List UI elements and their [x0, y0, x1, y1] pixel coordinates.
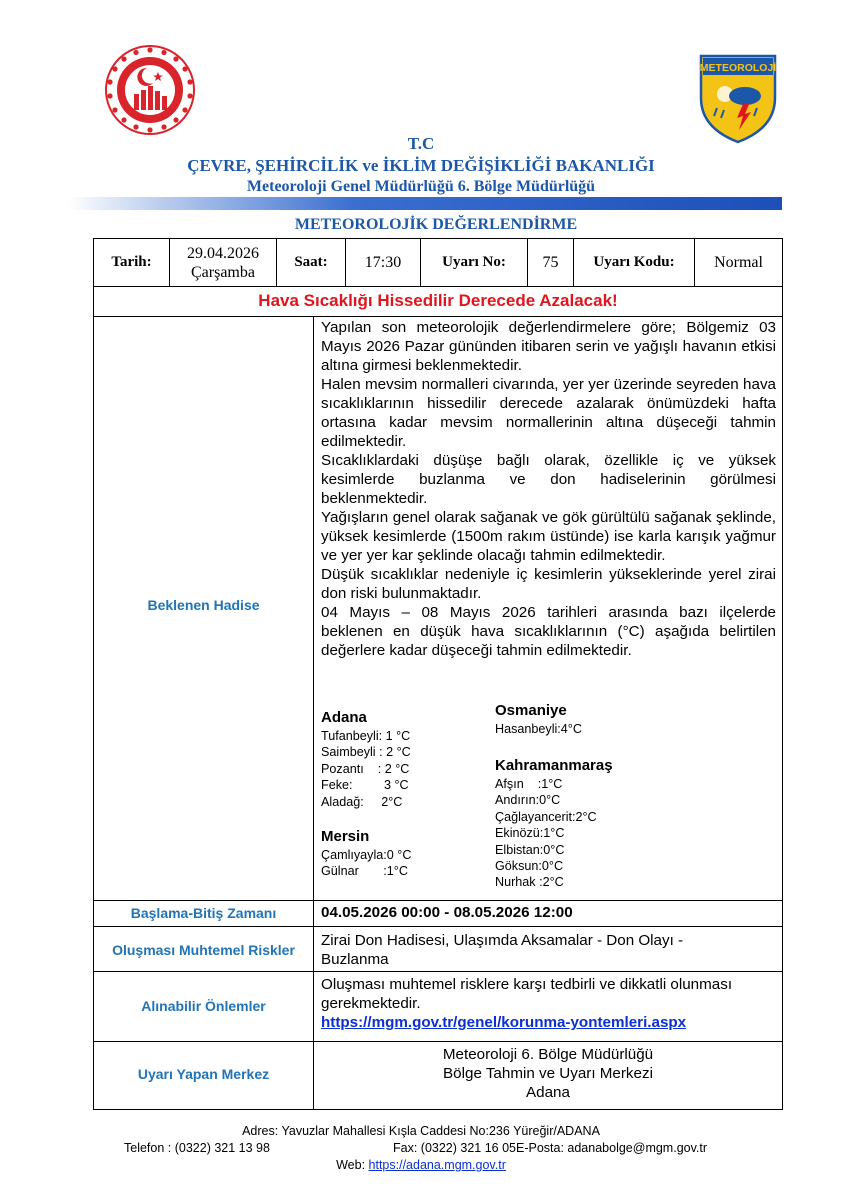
location-item: Saimbeyli : 2 °C: [321, 745, 411, 760]
location-item: Hasanbeyli:4°C: [495, 722, 582, 736]
footer-web-label: Web:: [336, 1158, 369, 1172]
start-end-label: Başlama-Bitiş Zamanı: [130, 905, 277, 921]
document-title: METEOROLOJİK DEĞERLENDİRME: [294, 216, 578, 233]
location-item: Nurhak :2°C: [495, 875, 564, 890]
province-mersin: [321, 828, 491, 880]
ministry-logo: [104, 44, 196, 136]
province-name: Adana: [321, 709, 367, 726]
date-value: 29.04.2026: [187, 244, 259, 262]
warning-center-label: Uyarı Yapan Merkez: [137, 1066, 270, 1082]
svg-text:METEOROLOJİ: METEOROLOJİ: [699, 62, 777, 74]
footer-fax-email: Fax: (0322) 321 16 05E-Posta: adanabolge@mgm.gov.tr: [393, 1141, 708, 1155]
location-item: Çamlıyayla:0 °C: [321, 848, 412, 862]
warning-details-table: [93, 286, 783, 1110]
province-name: Mersin: [321, 828, 370, 845]
center-line: Meteoroloji 6. Bölge Müdürlüğü: [442, 1046, 654, 1063]
risks-value: Zirai Don Hadisesi, Ulaşımda Aksamalar - Don Olayı - Buzlanma: [321, 932, 684, 968]
location-item: Elbistan:0°C: [495, 842, 565, 857]
date-cell: [170, 239, 277, 287]
location-item: Pozantı : 2 °C: [321, 761, 410, 776]
measures-value: Oluşması muhtemel risklere karşı tedbirli ve dikkatli olunması gerekmektedir.: [321, 976, 733, 1012]
location-item: Afşın :1°C: [495, 777, 563, 791]
row-divider: [94, 926, 782, 927]
footer-phone: Telefon : (0322) 321 13 98: [124, 1141, 270, 1155]
time-value: 17:30: [346, 239, 421, 287]
paragraph: 04 Mayıs – 08 Mayıs 2026 tarihleri arasında bazı ilçelerde beklenen en düşük hava sıcaklıklarının (°C) aşağıda belirtilen değerlere kadar düşeceği tahmin edilmektedir.: [321, 604, 776, 659]
start-end-value: 04.05.2026 00:00 - 08.05.2026 12:00: [321, 904, 573, 921]
measures-cell: [321, 975, 751, 1032]
date-label: Tarih:: [94, 239, 170, 287]
location-item: Feke: 3 °C: [321, 778, 409, 793]
expected-event-label: Beklenen Hadise: [147, 597, 260, 613]
meteoroloji-logo: [697, 52, 779, 144]
warning-no-value: 75: [528, 239, 574, 287]
warning-code-value: Normal: [695, 239, 783, 287]
province-name: Osmaniye: [495, 702, 567, 719]
location-item: Göksun:0°C: [495, 859, 564, 874]
column-divider: [313, 316, 314, 1109]
footer-web-link[interactable]: https://adana.mgm.gov.tr: [368, 1158, 506, 1172]
location-item: Tufanbeyli: 1 °C: [321, 729, 411, 743]
paragraph: Sıcaklıklardaki düşüşe bağlı olarak, özellikle iç ve yüksek kesimlerde buzlanma ve don hadiselerinin görülmesi beklenmektedir.: [321, 452, 776, 507]
warning-headline: Hava Sıcaklığı Hissedilir Derecede Azalacak!: [94, 286, 782, 317]
row-divider: [94, 900, 782, 901]
location-item: Aladağ: 2°C: [321, 794, 403, 809]
paragraph: Halen mevsim normalleri civarında, yer yer üzerinde seyreden hava sıcaklıklarının hissedilir derecede azalarak önümüzdeki hafta ortasına kadar mevsim normallerinin altına düşeceği tahmin edilmektedir.: [321, 376, 776, 450]
info-table: [93, 238, 783, 287]
warning-center-value: [313, 1045, 783, 1102]
warning-code-label: Uyarı Kodu:: [574, 239, 695, 287]
footer-address: Adres: Yavuzlar Mahallesi Kışla Caddesi No:236 Yüreğir/ADANA: [242, 1124, 600, 1138]
center-line: Adana: [526, 1084, 570, 1101]
measures-label: Alınabilir Önlemler: [141, 998, 266, 1014]
row-divider: [94, 971, 782, 972]
time-label: Saat:: [277, 239, 346, 287]
risks-label: Oluşması Muhtemel Riskler: [112, 942, 295, 958]
center-line: Bölge Tahmin ve Uyarı Merkezi: [443, 1065, 653, 1082]
header-ministry: ÇEVRE, ŞEHİRCİLİK ve İKLİM DEĞİŞİKLİĞİ BAKANLIĞI: [187, 156, 655, 175]
location-item: Gülnar :1°C: [321, 864, 408, 879]
province-name: Kahramanmaraş: [495, 757, 613, 774]
location-item: Andırın:0°C: [495, 793, 561, 808]
row-divider: [94, 1041, 782, 1042]
paragraph: Yağışların genel olarak sağanak ve gök gürültülü sağanak şeklinde, yüksek kesimlerde (1500m rakım üstünde) ise karla karışık yağmur ve yer yer kar şeklinde olacağı tahmin edilmektedir.: [321, 509, 776, 564]
province-osmaniye: [495, 702, 695, 737]
footer-web: [0, 1158, 842, 1172]
header-divider-bar: [68, 197, 782, 210]
header-tc: T.C: [407, 134, 435, 153]
paragraph: Düşük sıcaklıklar nedeniyle iç kesimlerin yükseklerinde yerel zirai don riski bulunmaktadır.: [321, 566, 776, 602]
header-directorate: Meteoroloji Genel Müdürlüğü 6. Bölge Müdürlüğü: [246, 178, 596, 195]
protection-methods-link[interactable]: https://mgm.gov.tr/genel/korunma-yontemleri.aspx: [321, 1014, 687, 1031]
province-adana: [321, 709, 491, 810]
province-kahramanmaras: [495, 757, 695, 891]
warning-no-label: Uyarı No:: [421, 239, 528, 287]
expected-event-text: [321, 318, 776, 660]
location-item: Çağlayancerit:2°C: [495, 809, 597, 824]
day-value: Çarşamba: [191, 263, 255, 281]
paragraph: Yapılan son meteorolojik değerlendirmelere göre; Bölgemiz 03 Mayıs 2026 Pazar gününden itibaren serin ve yağışlı havanın etkisi altına girmesi beklenmektedir.: [321, 319, 776, 374]
location-item: Ekinözü:1°C: [495, 826, 565, 841]
